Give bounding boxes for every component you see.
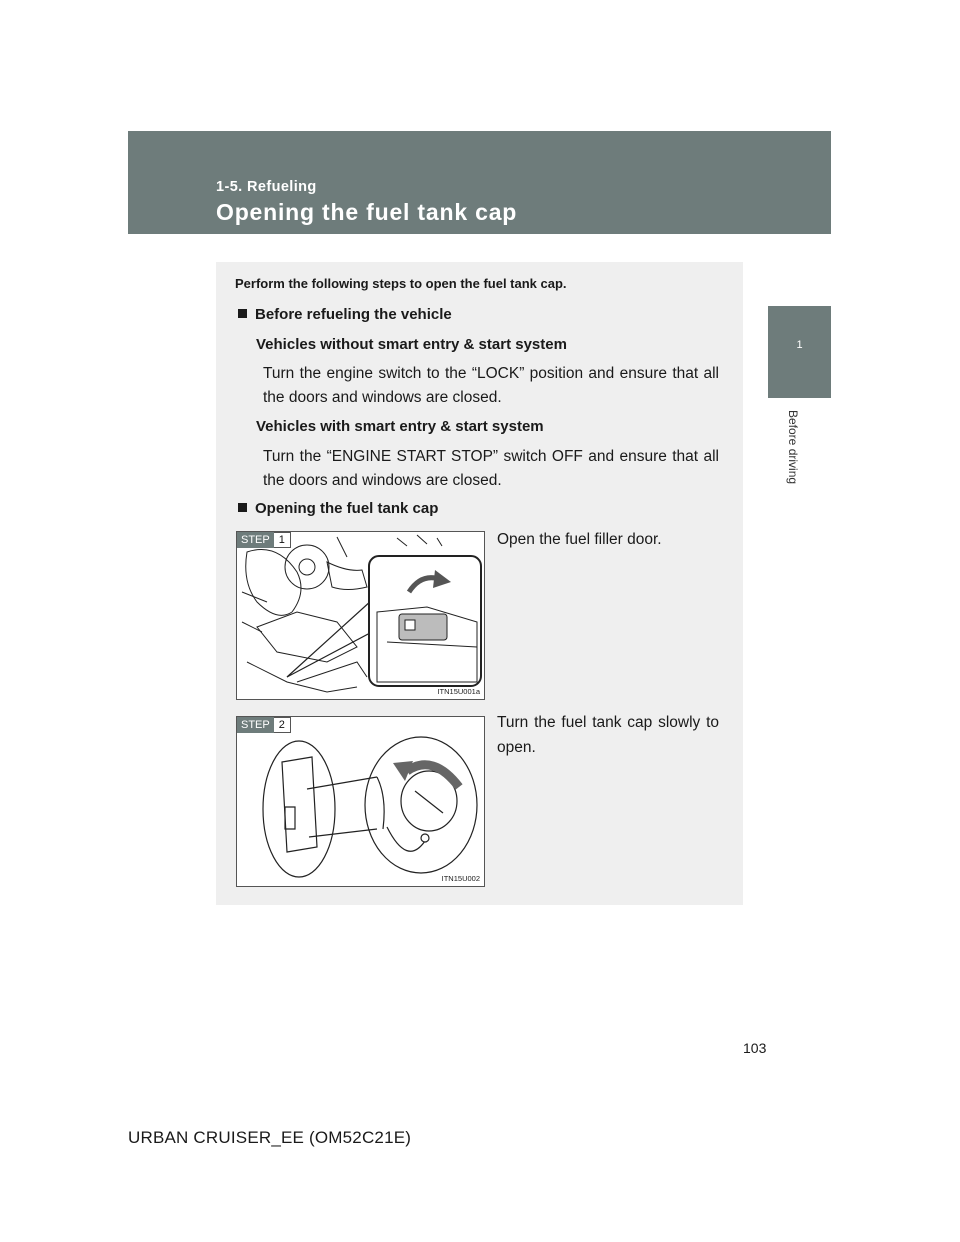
paragraph-with-smart: Turn the “ENGINE START STOP” switch OFF and ensure that all the doors and windows are closed. (263, 448, 719, 489)
bullet-square-icon (238, 503, 247, 512)
figure-code: ITN15U001a (437, 687, 480, 696)
page-title: Opening the fuel tank cap (216, 199, 518, 225)
step-1-figure (236, 531, 485, 700)
step-badge-number: 1 (274, 532, 291, 548)
bullet-opening-cap (238, 500, 438, 517)
bullet-before-refueling (238, 306, 452, 323)
chapter-tab-label: Before driving (786, 410, 800, 485)
bullet-before-refueling-label: Before refueling the vehicle (255, 306, 452, 323)
document-footer: URBAN CRUISER_EE (OM52C21E) (128, 1128, 412, 1147)
step-2-text: Turn the fuel tank cap slowly to open. (497, 714, 719, 756)
step-2-figure (236, 716, 485, 887)
step-1-badge (237, 532, 291, 548)
subhead-with-smart: Vehicles with smart entry & start system (256, 418, 544, 435)
paragraph-without-smart: Turn the engine switch to the “LOCK” position and ensure that all the doors and windows are closed. (263, 365, 719, 406)
bullet-square-icon (238, 309, 247, 318)
step-badge-number: 2 (274, 717, 291, 733)
bullet-opening-cap-label: Opening the fuel tank cap (255, 500, 439, 517)
step-badge-label: STEP (237, 717, 274, 733)
figure-code: ITN15U002 (441, 874, 480, 883)
page-header (128, 131, 831, 234)
content-panel (216, 262, 743, 905)
page-number: 103 (743, 1040, 767, 1056)
step-1-text: Open the fuel filler door. (497, 531, 662, 548)
chapter-tab[interactable] (768, 306, 831, 398)
dashboard-illustration (237, 532, 484, 699)
step-2-badge (237, 717, 291, 733)
section-label: 1-5. Refueling (216, 179, 317, 195)
intro-text: Perform the following steps to open the fuel tank cap. (235, 276, 567, 291)
chapter-tab-number: 1 (796, 339, 803, 351)
fuel-cap-illustration (237, 717, 484, 886)
step-badge-label: STEP (237, 532, 274, 548)
subhead-without-smart: Vehicles without smart entry & start system (256, 336, 567, 353)
